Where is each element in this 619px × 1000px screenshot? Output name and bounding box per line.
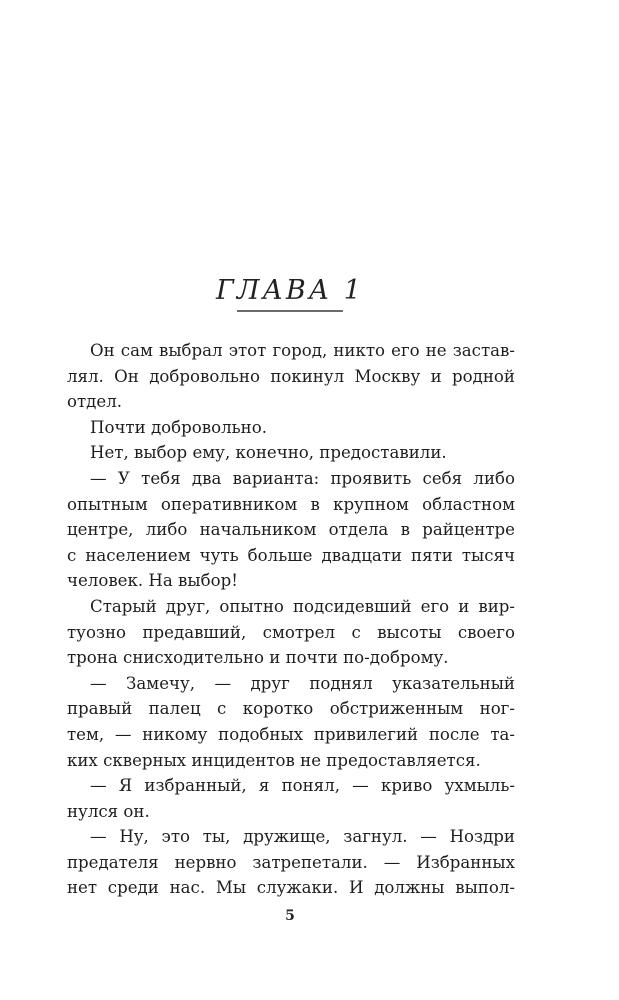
text-line: Старый друг, опытно подсидевший его и вир- <box>90 596 515 616</box>
page-number: 5 <box>285 908 295 924</box>
text-line: — Ну, это ты, дружище, загнул. — Ноздри <box>90 827 515 847</box>
text-line: лял. Он добровольно покинул Москву и родной <box>67 366 515 386</box>
text-line: Он сам выбрал этот город, никто его не застав- <box>90 341 515 360</box>
text-line: — Я избранный, я понял, — криво ухмыль- <box>90 776 515 796</box>
text-line: тем, — никому подобных привилегий после та- <box>67 724 515 744</box>
text-line: опытным оперативником в крупном областном <box>67 494 515 514</box>
text-line: — Замечу, — друг поднял указательный <box>90 673 515 693</box>
text-line: туозно предавший, смотрел с высоты своего <box>67 622 515 642</box>
text-line: — У тебя два варианта: проявить себя либо <box>90 468 515 488</box>
text-line: отдел. <box>67 392 123 412</box>
text-line: Почти добровольно. <box>90 417 267 437</box>
text-line: предателя нервно затрепетали. — Избранных <box>67 852 515 872</box>
text-line: нет среди нас. Мы служаки. И должны выпол- <box>67 878 515 898</box>
text-line: Нет, выбор ему, конечно, предоставили. <box>90 443 447 463</box>
text-line: нулся он. <box>67 801 150 821</box>
text-line: ких скверных инцидентов не предоставляется. <box>67 750 481 770</box>
text-line: центре, либо начальником отдела в райцентре <box>67 520 515 540</box>
text-line: трона снисходительно и почти по-доброму. <box>67 648 449 668</box>
body-text <box>67 338 515 901</box>
text-line: человек. На выбор! <box>67 571 238 591</box>
text-line: с населением чуть больше двадцати пяти тысяч <box>67 545 515 565</box>
chapter-title: ГЛАВА 1 <box>216 275 364 306</box>
text-line: правый палец с коротко обстриженным ног- <box>67 699 515 719</box>
chapter-title-underline <box>237 310 343 312</box>
